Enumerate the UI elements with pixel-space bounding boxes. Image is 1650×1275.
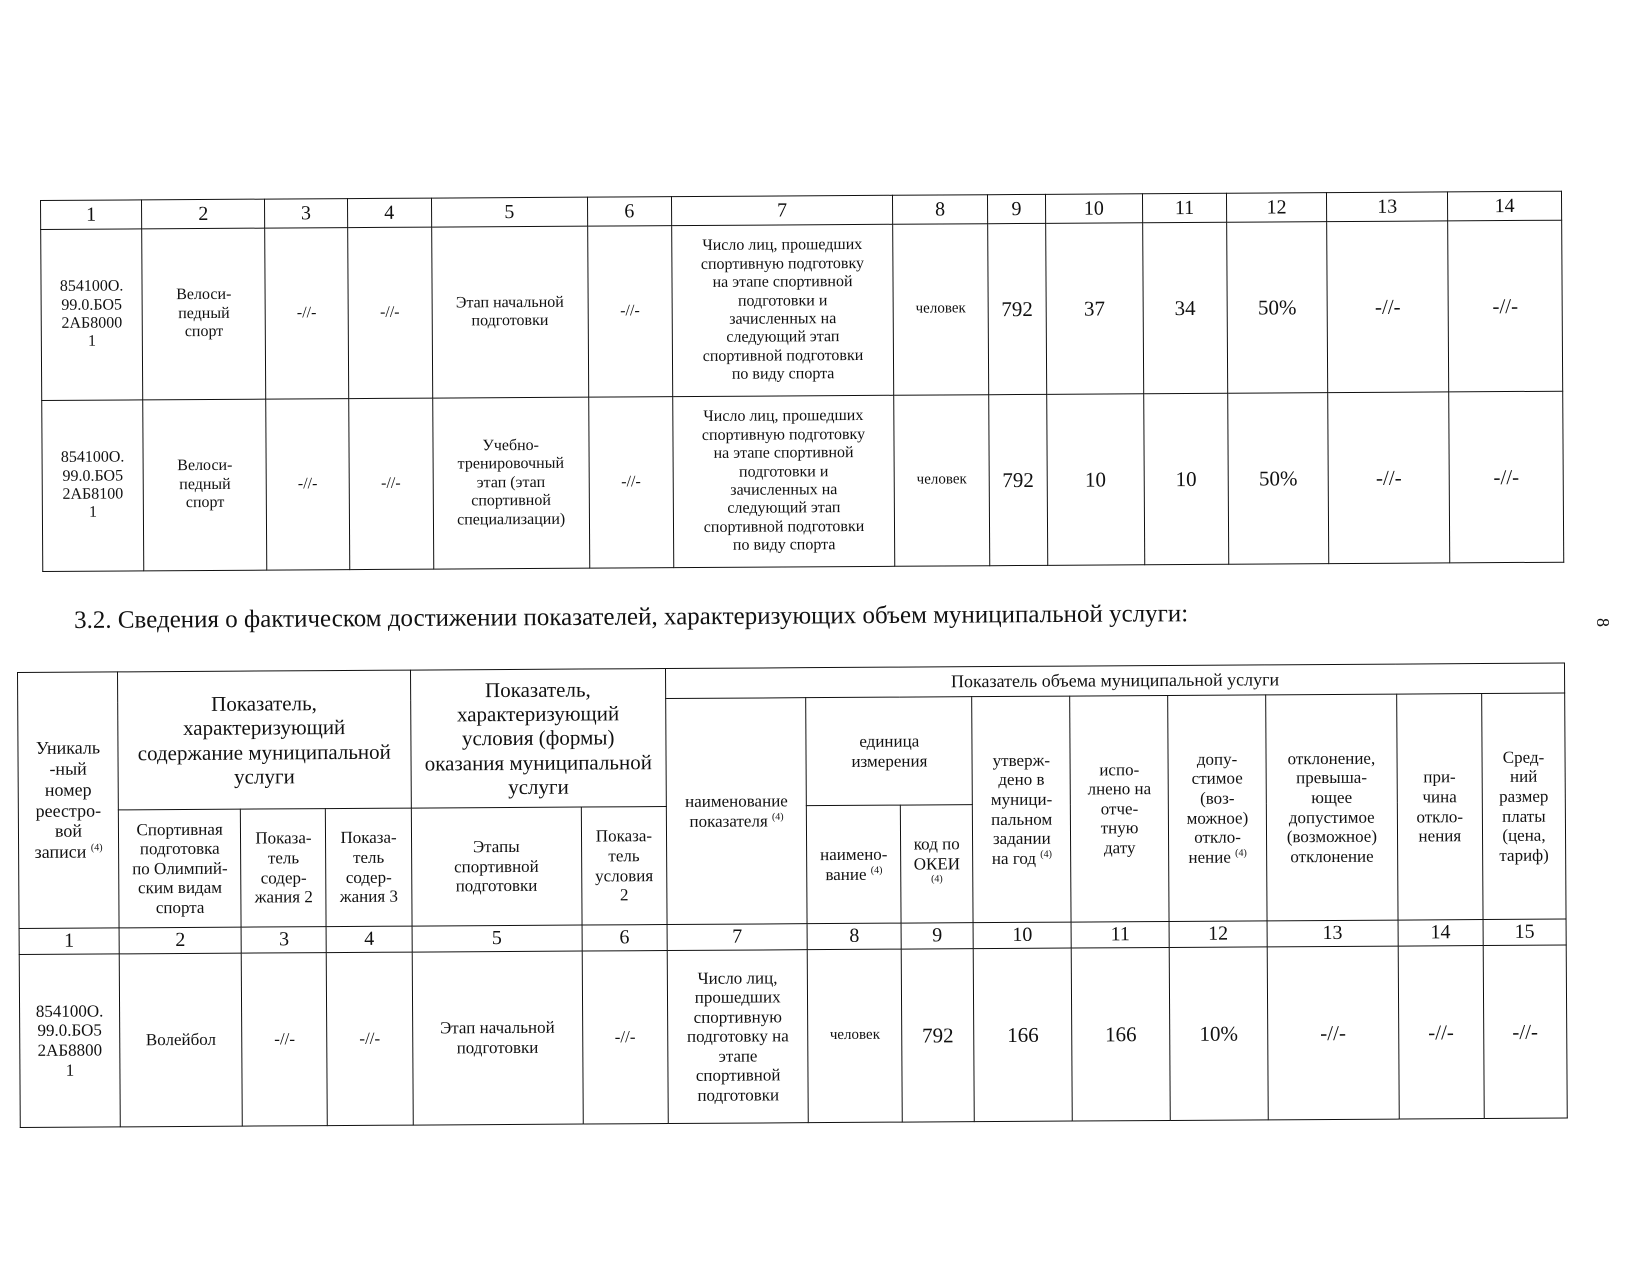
- col-number: 14: [1398, 920, 1483, 947]
- registry-number: 854100О. 99.0.БО5 2АБ8100 1: [42, 400, 144, 572]
- table-row: [42, 391, 1564, 571]
- col-number: 6: [587, 197, 671, 227]
- col-number: 4: [327, 926, 412, 953]
- header-condition-2: Показа- тель условия 2: [581, 807, 667, 926]
- col-number: 12: [1169, 921, 1267, 948]
- done-value: 10: [1143, 393, 1228, 565]
- header-label: наимено- вание: [820, 844, 888, 884]
- table-row: [41, 220, 1563, 400]
- footnote-mark: (4): [90, 842, 103, 854]
- sport-name: Велоси- педный спорт: [142, 228, 266, 400]
- col-number: 13: [1327, 192, 1448, 222]
- unit-name: человек: [808, 949, 903, 1123]
- header-content-3: Показа- тель содер- жания 3: [326, 808, 412, 927]
- approved-value: 37: [1045, 223, 1143, 395]
- indicator-name: Число лиц, прошедших спортивную подготовку на этапе спортивной подготовки и зачисленных на следующий этап спортивной подготовки по виду спорта: [672, 224, 894, 396]
- done-value: 34: [1142, 222, 1227, 394]
- cell-value: -//-: [582, 951, 668, 1125]
- cell-value: -//-: [327, 952, 413, 1126]
- header-unit-name: [807, 805, 901, 924]
- okei-code: 792: [989, 394, 1048, 565]
- approved-value: 166: [974, 948, 1073, 1122]
- col-number: 11: [1071, 921, 1169, 948]
- stage-name: Этап начальной подготовки: [431, 226, 588, 398]
- sport-name: Волейбол: [119, 953, 242, 1127]
- col-number: 1: [19, 928, 119, 955]
- col-number: 14: [1448, 191, 1562, 221]
- header-content-group: Показатель, характеризующий содержание муниципальной услуги: [118, 670, 411, 810]
- cell-value: -//-: [266, 399, 349, 570]
- header-registry: [18, 672, 120, 929]
- unit-name: человек: [894, 395, 990, 567]
- col-number: 5: [412, 925, 582, 952]
- col-number: 8: [807, 923, 901, 950]
- col-number: 5: [431, 197, 587, 227]
- col-number: 1: [41, 200, 142, 230]
- registry-number: 854100О. 99.0.БО5 2АБ8800 1: [19, 954, 120, 1128]
- footnote-mark: (4): [931, 873, 943, 886]
- table-row: [19, 945, 1567, 1127]
- deviation-value: 50%: [1227, 222, 1328, 394]
- header-allowed-deviation: [1168, 695, 1267, 922]
- quality-indicators-table: [40, 191, 1564, 572]
- header-content-2: Показа- тель содер- жания 2: [241, 809, 327, 928]
- header-label: код по ОКЕИ: [913, 834, 961, 874]
- section-title: 3.2. Сведения о фактическом достижении показателей, характеризующих объем муниципальной услуги:: [74, 600, 1189, 634]
- header-label: наименование показателя: [685, 791, 788, 831]
- header-done: испо- лнено на отче- тную дату: [1070, 695, 1169, 922]
- col-number: 11: [1142, 193, 1226, 223]
- header-approved: [972, 696, 1071, 923]
- page-number: 8: [1593, 618, 1613, 627]
- header-reason: при- чина откло- нения: [1396, 694, 1482, 921]
- col-number: 2: [119, 927, 242, 954]
- cell-value: -//-: [1398, 946, 1484, 1120]
- cell-value: -//-: [1328, 392, 1450, 564]
- cell-value: -//-: [1267, 946, 1399, 1120]
- col-number: 15: [1483, 919, 1566, 946]
- cell-value: -//-: [1327, 221, 1449, 393]
- header-conditions-group: Показатель, характеризующий условия (формы) оказания муниципальной услуги: [410, 669, 666, 809]
- cell-value: -//-: [265, 228, 348, 399]
- header-excess-deviation: отклонение, превыша- ющее допустимое (возможное) отклонение: [1266, 694, 1398, 921]
- col-number: 7: [667, 924, 808, 951]
- col-number: 12: [1226, 193, 1326, 223]
- col-number: 4: [347, 198, 431, 228]
- stage-name: Учебно- тренировочный этап (этап спортивной специализации): [432, 397, 589, 569]
- indicator-name: Число лиц, прошедших спортивную подготовку на этапе спортивной подготовки и зачисленных на следующий этап спортивной подготовки по виду спорта: [673, 395, 895, 567]
- cell-value: -//-: [1449, 391, 1564, 563]
- col-number: 7: [671, 195, 892, 225]
- volume-indicators-table: [17, 663, 1568, 1128]
- header-avg-fee: Сред- ний размер платы (цена, тариф): [1482, 693, 1566, 920]
- footnote-mark: (4): [771, 811, 784, 823]
- header-okei-code: [900, 805, 973, 923]
- header-label: Уникаль -ный номер реестро- вой записи: [34, 737, 102, 862]
- footnote-mark: (4): [870, 864, 883, 876]
- header-label: допу- стимое (воз- можное) откло- нение: [1186, 749, 1249, 867]
- col-number: 10: [973, 922, 1071, 949]
- unit-name: человек: [893, 224, 989, 396]
- col-number: 13: [1267, 920, 1398, 947]
- header-volume-group: Показатель объема муниципальной услуги: [665, 663, 1564, 698]
- okei-code: 792: [901, 949, 974, 1122]
- header-label: утверж- дено в муници- пальном задании на год: [990, 750, 1053, 868]
- col-number: 3: [265, 199, 347, 229]
- cell-value: -//-: [587, 226, 672, 398]
- col-number: 8: [893, 195, 988, 225]
- cell-value: -//-: [1448, 220, 1563, 392]
- indicator-name: Число лиц, прошедших спортивную подготовку на этапе спортивной подготовки: [667, 950, 808, 1124]
- done-value: 166: [1071, 947, 1170, 1121]
- okei-code: 792: [988, 223, 1047, 394]
- cell-value: -//-: [242, 953, 328, 1127]
- col-number: 2: [142, 199, 265, 229]
- col-number: 3: [241, 927, 326, 954]
- registry-number: 854100О. 99.0.БО5 2АБ8000 1: [41, 229, 143, 401]
- cell-value: -//-: [347, 227, 432, 399]
- col-number: 6: [582, 925, 667, 952]
- footnote-mark: (4): [1040, 848, 1052, 860]
- approved-value: 10: [1047, 394, 1145, 566]
- header-unit-group: единица измерения: [806, 697, 973, 806]
- col-number: 9: [901, 923, 974, 949]
- stage-name: Этап начальной подготовки: [412, 951, 583, 1125]
- footnote-mark: (4): [1235, 847, 1247, 859]
- header-stages: Этапы спортивной подготовки: [411, 807, 582, 926]
- cell-value: -//-: [1483, 945, 1567, 1119]
- deviation-value: 50%: [1228, 393, 1329, 565]
- deviation-value: 10%: [1169, 947, 1268, 1121]
- col-number: 10: [1045, 194, 1142, 224]
- sport-name: Велоси- педный спорт: [143, 399, 267, 571]
- header-sport-prep: Спортивная подготовка по Олимпий- ским видам спорта: [118, 809, 241, 928]
- col-number: 9: [987, 194, 1045, 223]
- cell-value: -//-: [348, 398, 433, 570]
- cell-value: -//-: [588, 397, 673, 569]
- header-indicator-name: [666, 698, 808, 925]
